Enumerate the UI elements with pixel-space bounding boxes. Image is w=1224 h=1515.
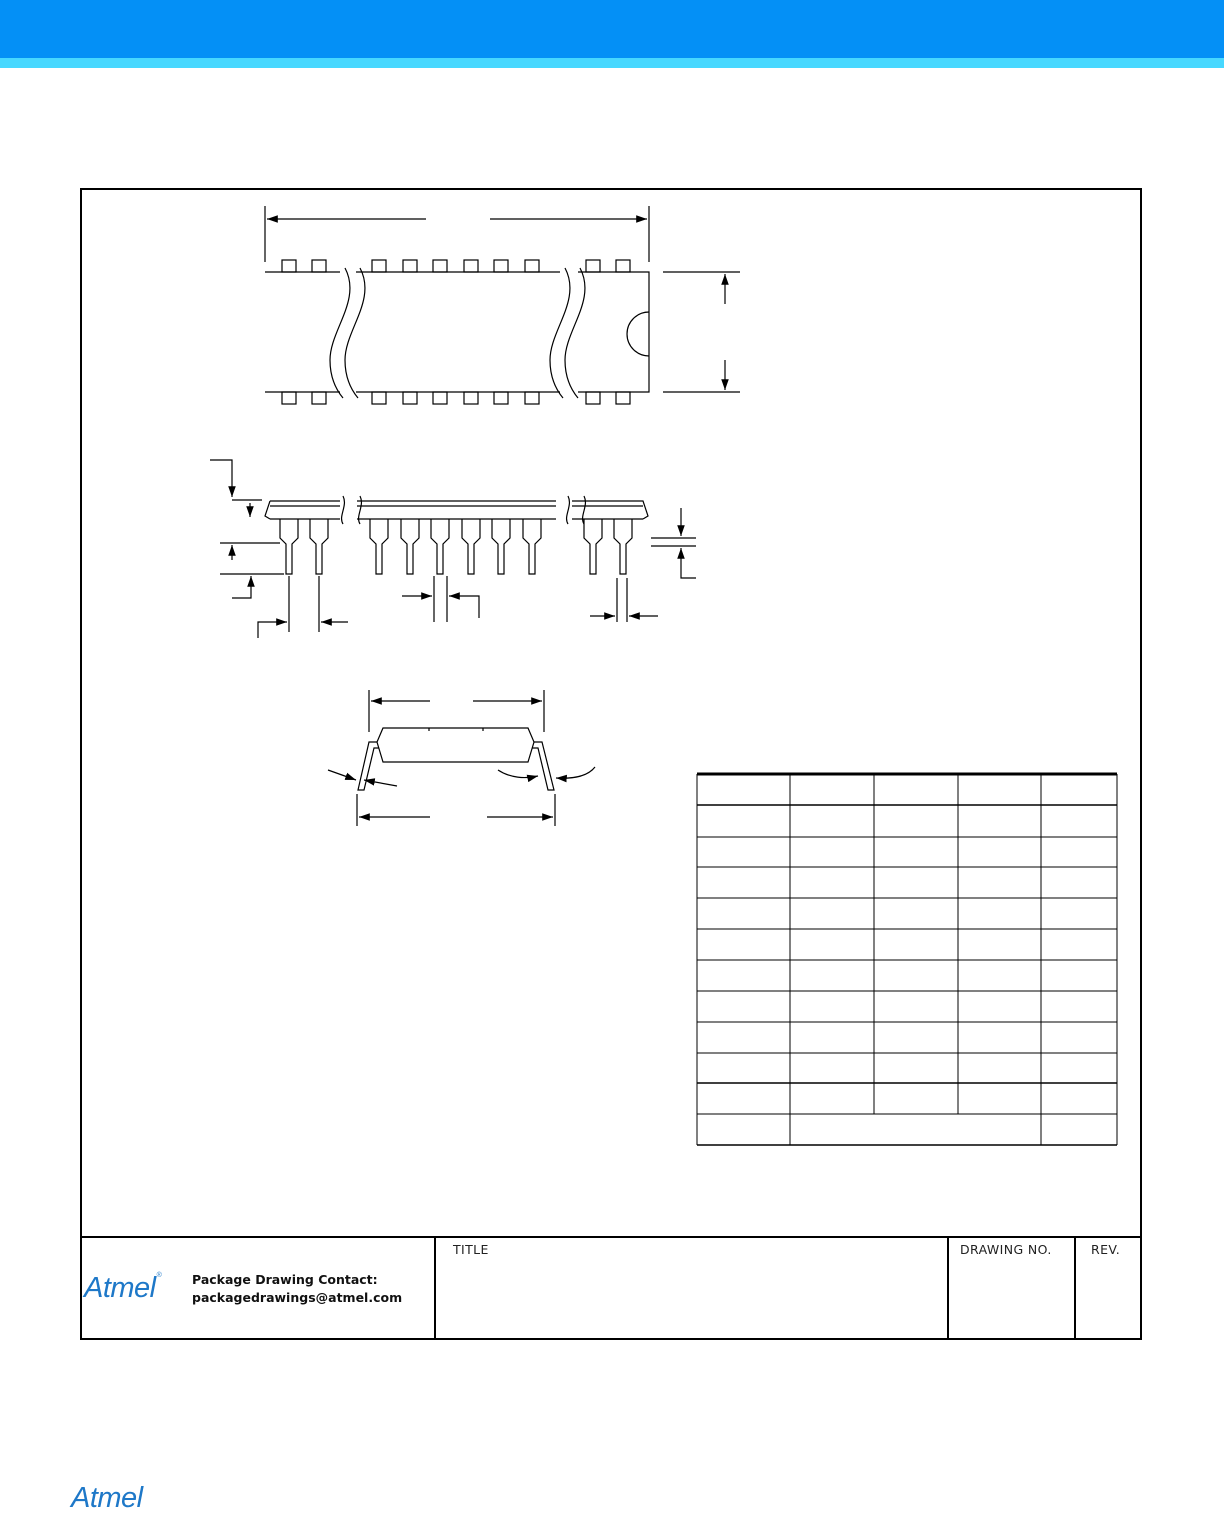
contact-title: Package Drawing Contact: [192, 1272, 378, 1287]
contact-email[interactable]: packagedrawings@atmel.com [192, 1290, 403, 1305]
side-view [210, 460, 696, 638]
title-label: TITLE [453, 1242, 489, 1257]
title-block-logo: Atmel® [84, 1272, 162, 1304]
drawing-no-label: DRAWING NO. [960, 1242, 1052, 1257]
rev-label: REV. [1091, 1242, 1121, 1257]
end-view [328, 690, 595, 826]
footer-logo: Atmel [71, 1482, 143, 1514]
dimension-table [697, 774, 1117, 1145]
side-leads [280, 519, 632, 574]
top-view [265, 206, 740, 404]
top-pins [282, 260, 630, 272]
